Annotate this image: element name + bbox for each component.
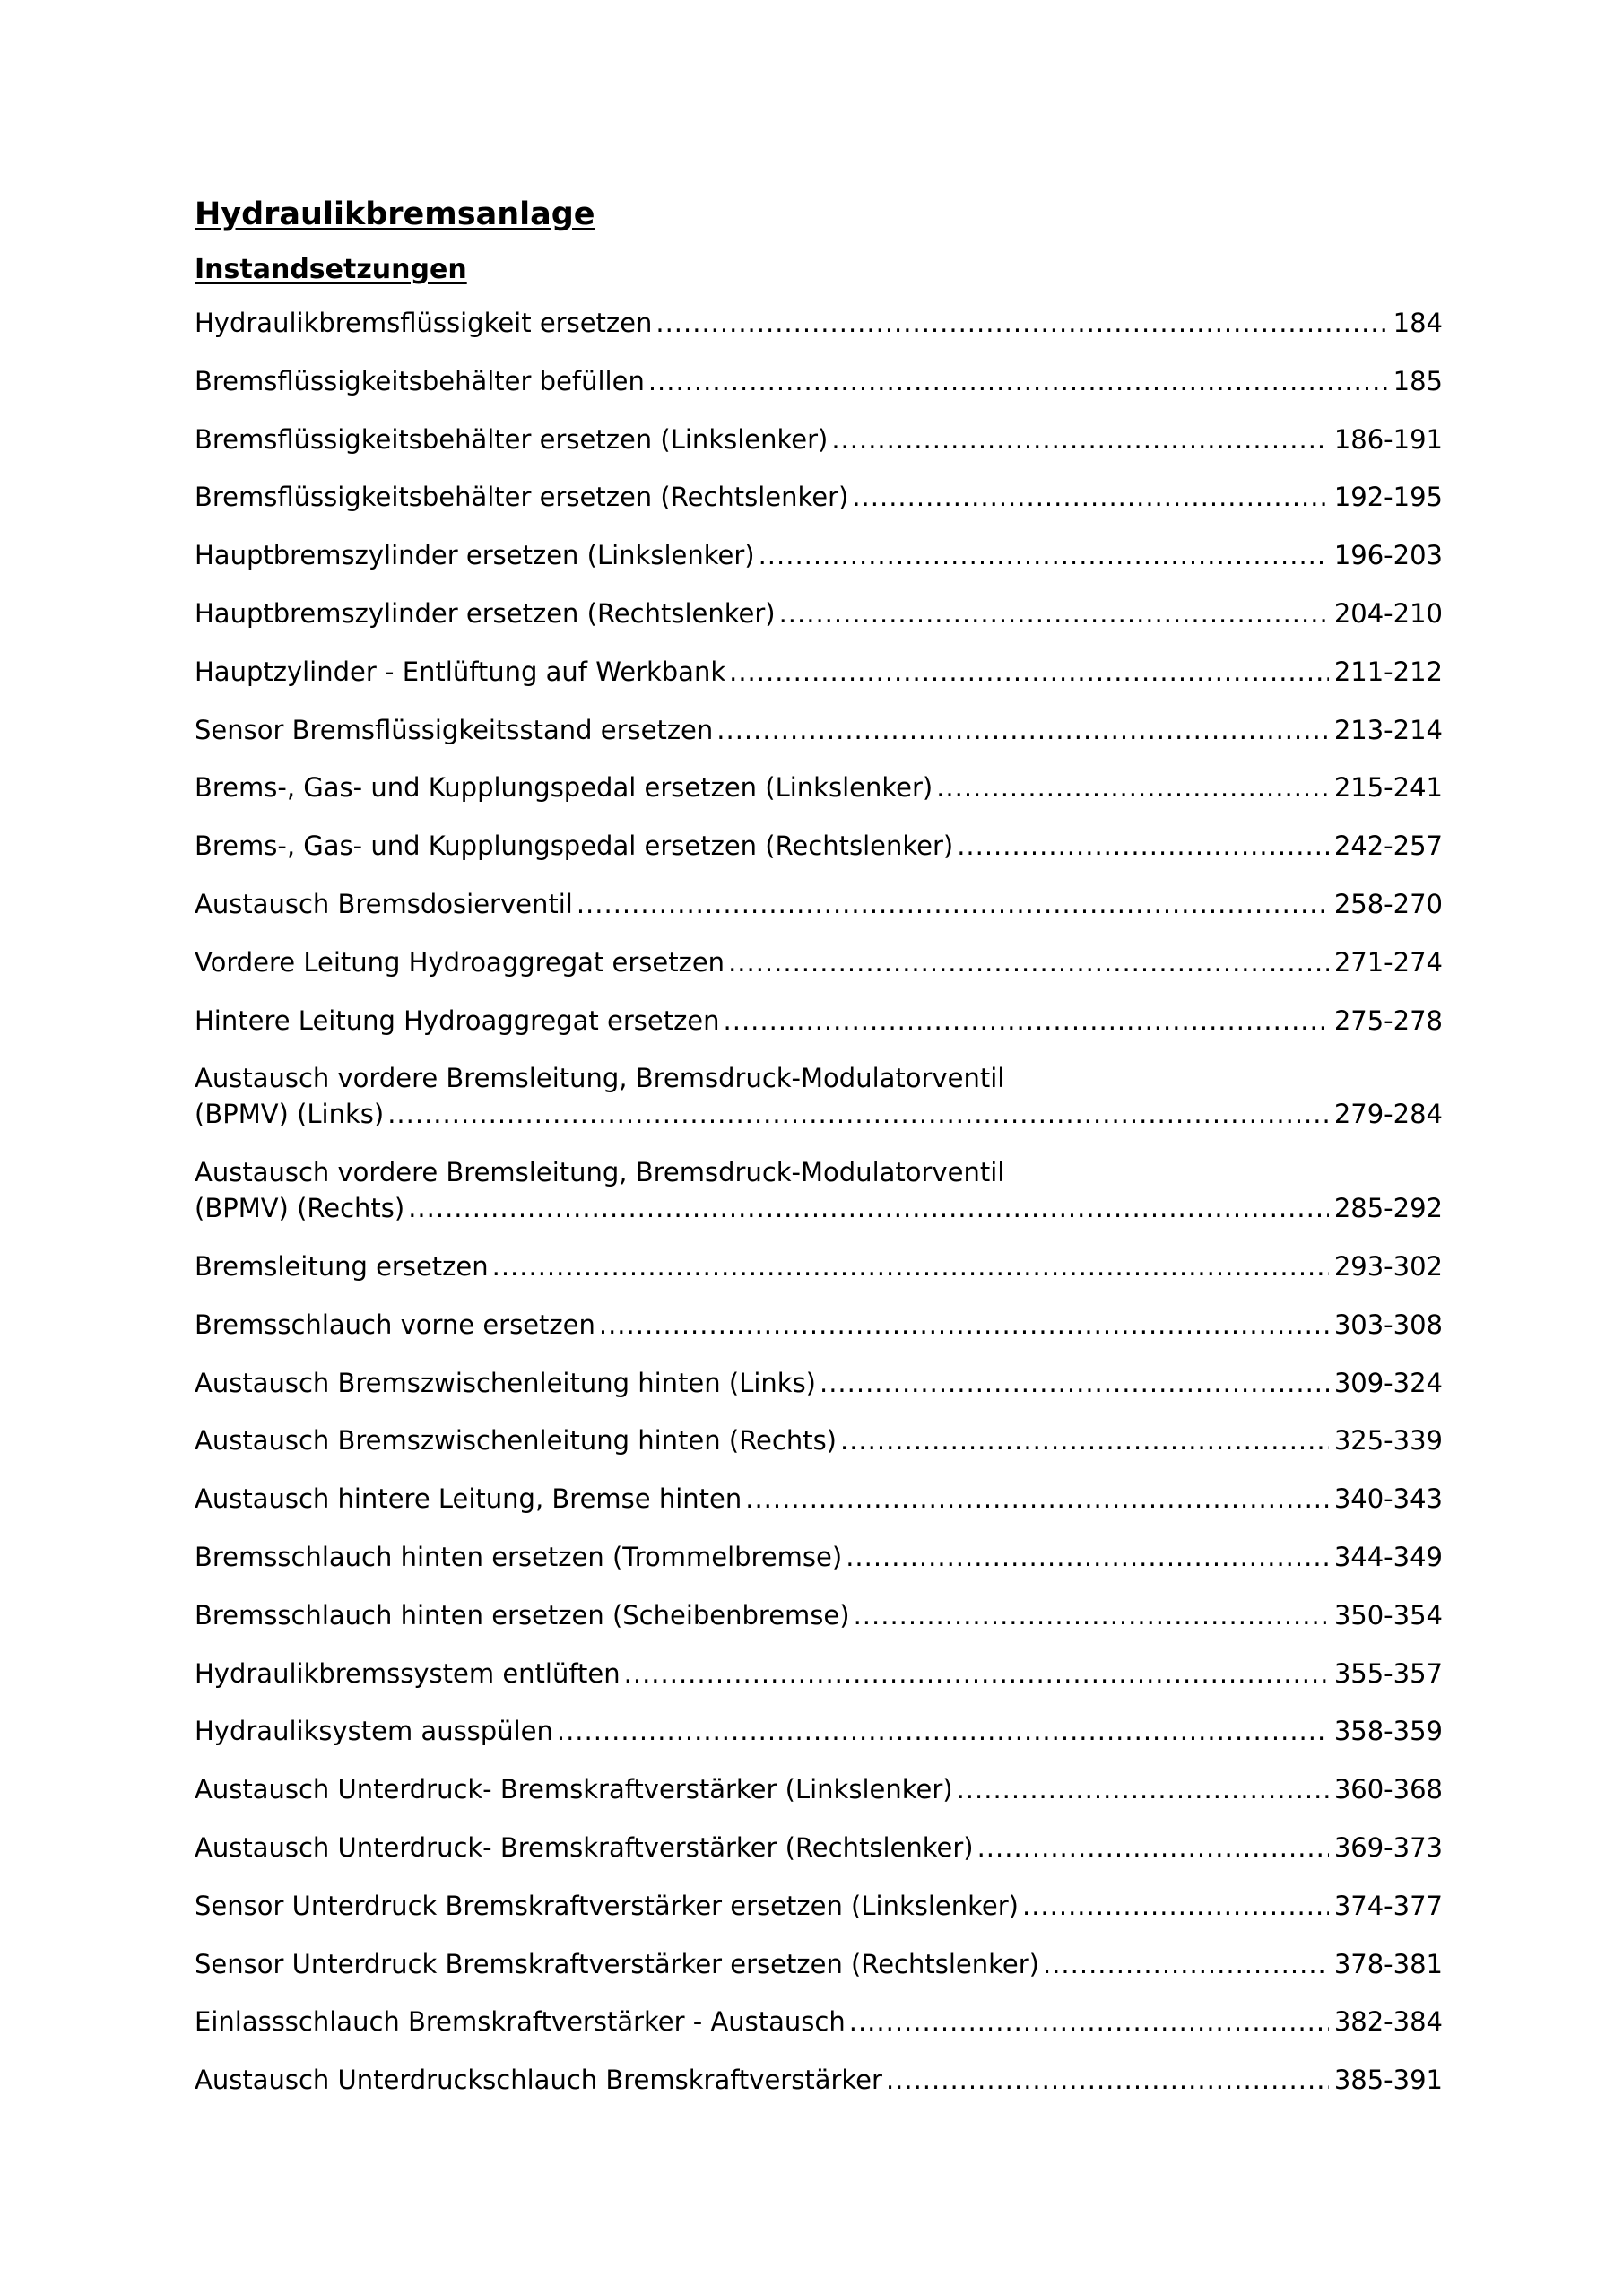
toc-entry-title: Bremsflüssigkeitsbehälter ersetzen (Rechtslenker): [195, 482, 849, 513]
dot-leader: [957, 1771, 1329, 1807]
dot-leader: [854, 1597, 1329, 1633]
toc-entry-title: Sensor Unterdruck Bremskraftverstärker ersetzen (Rechtslenker): [195, 1948, 1039, 1979]
toc-entry-title: Brems-, Gas- und Kupplungspedal ersetzen (Rechtslenker): [195, 831, 954, 862]
toc-entry-row: [195, 828, 1443, 864]
toc-entry-row: [195, 1771, 1443, 1807]
toc-entry-row: [195, 537, 1443, 573]
dot-leader: [716, 712, 1329, 748]
dot-leader: [779, 596, 1329, 631]
toc-entry: [195, 1656, 1443, 1692]
dot-leader: [1022, 1888, 1329, 1924]
toc-entry: [195, 1888, 1443, 1924]
toc-entry-page: 275-278: [1333, 1004, 1443, 1036]
dot-leader: [387, 1096, 1329, 1132]
section-subtitle: Instandsetzungen: [195, 254, 467, 285]
toc-entry-row: [195, 1422, 1443, 1458]
dot-leader: [724, 1003, 1329, 1039]
toc-entry-title: Vordere Leitung Hydroaggregat ersetzen: [195, 946, 725, 978]
toc-entry-title: Hydrauliksystem ausspülen: [195, 1716, 553, 1747]
toc-entry-title: Hauptbremszylinder ersetzen (Linkslenker): [195, 540, 755, 571]
dot-leader: [492, 1248, 1329, 1284]
dot-leader: [977, 1830, 1329, 1866]
toc-entry-page: 325-339: [1333, 1425, 1443, 1457]
toc-entry-page: 303-308: [1333, 1309, 1443, 1340]
toc-entry-page: 258-270: [1333, 888, 1443, 919]
toc-entry: [195, 1307, 1443, 1343]
toc-entry-row: [195, 1888, 1443, 1924]
toc-entry-title: Sensor Bremsflüssigkeitsstand ersetzen: [195, 714, 714, 745]
toc-entry-row: [195, 1539, 1443, 1575]
dot-leader: [831, 422, 1328, 457]
toc-entry-page: 204-210: [1333, 597, 1443, 629]
toc-entry: [195, 2062, 1443, 2098]
toc-entry-title: Austausch Bremszwischenleitung hinten (Rechts): [195, 1425, 837, 1457]
toc-entry-page: 360-368: [1333, 1774, 1443, 1805]
toc-entry: [195, 537, 1443, 573]
dot-leader: [759, 537, 1329, 573]
dot-leader: [624, 1656, 1329, 1692]
section-title: Hydraulikbremsanlage: [195, 196, 595, 232]
dot-leader: [745, 1481, 1329, 1517]
dot-leader: [408, 1190, 1329, 1226]
toc-entry-row: [195, 1597, 1443, 1633]
toc-entry-page: 185: [1393, 365, 1443, 396]
toc-entry: [195, 1365, 1443, 1401]
toc-entry-page: 196-203: [1333, 540, 1443, 571]
toc-entry-title: Austausch Unterdruckschlauch Bremskraftverstärker: [195, 2065, 882, 2096]
toc-entry-page: 271-274: [1333, 946, 1443, 978]
toc-entry: [195, 1003, 1443, 1039]
toc-list: [195, 305, 1443, 2098]
toc-entry-row: [195, 770, 1443, 805]
toc-entry: [195, 944, 1443, 980]
toc-entry-title: Bremsschlauch hinten ersetzen (Trommelbremse): [195, 1541, 843, 1572]
dot-leader: [849, 2004, 1329, 2039]
toc-entry-row: [195, 654, 1443, 690]
toc-entry-page: 285-292: [1333, 1193, 1443, 1224]
dot-leader: [1043, 1946, 1329, 1982]
toc-entry-title: Bremsflüssigkeitsbehälter ersetzen (Linkslenker): [195, 423, 829, 455]
toc-entry-title: Austausch Unterdruck- Bremskraftverstärker (Rechtslenker): [195, 1831, 974, 1863]
toc-entry-row: [195, 2004, 1443, 2039]
toc-entry: [195, 1771, 1443, 1807]
toc-entry: [195, 1422, 1443, 1458]
toc-entry-row: [195, 712, 1443, 748]
toc-entry: [195, 363, 1443, 399]
toc-entry: [195, 770, 1443, 805]
toc-entry: [195, 886, 1443, 922]
toc-entry-page: 340-343: [1333, 1483, 1443, 1515]
toc-entry-page: 213-214: [1333, 714, 1443, 745]
toc-entry: [195, 1060, 1443, 1132]
dot-leader: [648, 363, 1388, 399]
toc-entry: [195, 712, 1443, 748]
toc-entry-page: 293-302: [1333, 1250, 1443, 1282]
toc-entry-title: Hintere Leitung Hydroaggregat ersetzen: [195, 1004, 720, 1036]
toc-entry: [195, 1154, 1443, 1226]
toc-entry: [195, 1248, 1443, 1284]
toc-entry-row: [195, 1830, 1443, 1866]
dot-leader: [852, 479, 1328, 515]
toc-entry-page: 374-377: [1333, 1890, 1443, 1921]
toc-entry: [195, 596, 1443, 631]
toc-entry-row: [195, 1190, 1443, 1226]
toc-entry-title: Hydraulikbremssystem entlüften: [195, 1657, 621, 1689]
toc-entry-title: (BPMV) (Links): [195, 1099, 385, 1130]
document-page: [195, 190, 1443, 2120]
toc-entry-page: 186-191: [1333, 423, 1443, 455]
toc-entry-row: [195, 944, 1443, 980]
toc-entry: [195, 828, 1443, 864]
toc-entry-title: Austausch Bremsdosierventil: [195, 888, 573, 919]
dot-leader: [655, 305, 1387, 341]
toc-entry-title: Austausch hintere Leitung, Bremse hinten: [195, 1483, 742, 1515]
toc-entry-page: 309-324: [1333, 1367, 1443, 1398]
toc-entry-title: Hauptbremszylinder ersetzen (Rechtslenker): [195, 597, 776, 629]
toc-entry-title: Brems-, Gas- und Kupplungspedal ersetzen (Linkslenker): [195, 772, 933, 804]
toc-entry-title-line1: Austausch vordere Bremsleitung, Bremsdruck-Modulatorventil: [195, 1063, 1005, 1094]
toc-entry-title-line1: Austausch vordere Bremsleitung, Bremsdruck-Modulatorventil: [195, 1157, 1005, 1188]
toc-entry-row: [195, 1248, 1443, 1284]
toc-entry: [195, 654, 1443, 690]
dot-leader: [728, 944, 1329, 980]
dot-leader: [840, 1422, 1329, 1458]
toc-entry-page: 211-212: [1333, 656, 1443, 687]
dot-leader: [577, 886, 1329, 922]
toc-entry: [195, 422, 1443, 457]
toc-entry-page: 385-391: [1333, 2065, 1443, 2096]
toc-entry-row: [195, 1003, 1443, 1039]
toc-entry-page: 382-384: [1333, 2006, 1443, 2038]
toc-entry-row: [195, 422, 1443, 457]
toc-entry-page: 344-349: [1333, 1541, 1443, 1572]
toc-entry-row: [195, 1713, 1443, 1749]
dot-leader: [599, 1307, 1329, 1343]
toc-entry-page: 184: [1393, 308, 1443, 338]
toc-entry-page: 358-359: [1333, 1716, 1443, 1747]
toc-entry-title: Einlassschlauch Bremskraftverstärker - Austausch: [195, 2006, 846, 2038]
toc-entry: [195, 2004, 1443, 2039]
toc-entry-page: 369-373: [1333, 1831, 1443, 1863]
toc-entry-row: [195, 363, 1443, 399]
toc-entry-row: [195, 1365, 1443, 1401]
toc-entry-page: 192-195: [1333, 482, 1443, 513]
toc-entry-title: Hauptzylinder - Entlüftung auf Werkbank: [195, 656, 726, 687]
toc-entry-page: 378-381: [1333, 1948, 1443, 1979]
dot-leader: [729, 654, 1329, 690]
toc-entry-title: Hydraulikbremsflüssigkeit ersetzen: [195, 308, 653, 338]
toc-entry: [195, 1946, 1443, 1982]
toc-entry-row: [195, 1307, 1443, 1343]
dot-leader: [846, 1539, 1329, 1575]
toc-entry-row: [195, 2062, 1443, 2098]
toc-entry-row: [195, 886, 1443, 922]
toc-entry-title: Bremsflüssigkeitsbehälter befüllen: [195, 365, 645, 396]
toc-entry-title: Bremsschlauch hinten ersetzen (Scheibenbremse): [195, 1599, 850, 1631]
toc-entry-page: 279-284: [1333, 1099, 1443, 1130]
toc-entry: [195, 479, 1443, 515]
dot-leader: [820, 1365, 1329, 1401]
toc-entry-row: [195, 1096, 1443, 1132]
toc-entry-row: [195, 596, 1443, 631]
dot-leader: [957, 828, 1329, 864]
toc-entry-title: Austausch Unterdruck- Bremskraftverstärker (Linkslenker): [195, 1774, 953, 1805]
dot-leader: [557, 1713, 1329, 1749]
toc-entry: [195, 1481, 1443, 1517]
toc-entry-row: [195, 1481, 1443, 1517]
dot-leader: [936, 770, 1329, 805]
toc-entry: [195, 1539, 1443, 1575]
toc-entry-row: [195, 1656, 1443, 1692]
toc-entry: [195, 1713, 1443, 1749]
toc-entry: [195, 1597, 1443, 1633]
dot-leader: [886, 2062, 1329, 2098]
toc-entry: [195, 1830, 1443, 1866]
toc-entry-page: 242-257: [1333, 831, 1443, 862]
toc-entry-row: [195, 479, 1443, 515]
toc-entry-title: Austausch Bremszwischenleitung hinten (Links): [195, 1367, 816, 1398]
toc-entry-page: 215-241: [1333, 772, 1443, 804]
toc-entry-page: 350-354: [1333, 1599, 1443, 1631]
toc-entry-title: Bremsleitung ersetzen: [195, 1250, 489, 1282]
toc-entry: [195, 305, 1443, 341]
toc-entry-row: [195, 1946, 1443, 1982]
toc-entry-page: 355-357: [1333, 1657, 1443, 1689]
toc-entry-row: [195, 305, 1443, 341]
toc-entry-title: Bremsschlauch vorne ersetzen: [195, 1309, 595, 1340]
toc-entry-title: (BPMV) (Rechts): [195, 1193, 405, 1224]
toc-entry-title: Sensor Unterdruck Bremskraftverstärker ersetzen (Linkslenker): [195, 1890, 1019, 1921]
